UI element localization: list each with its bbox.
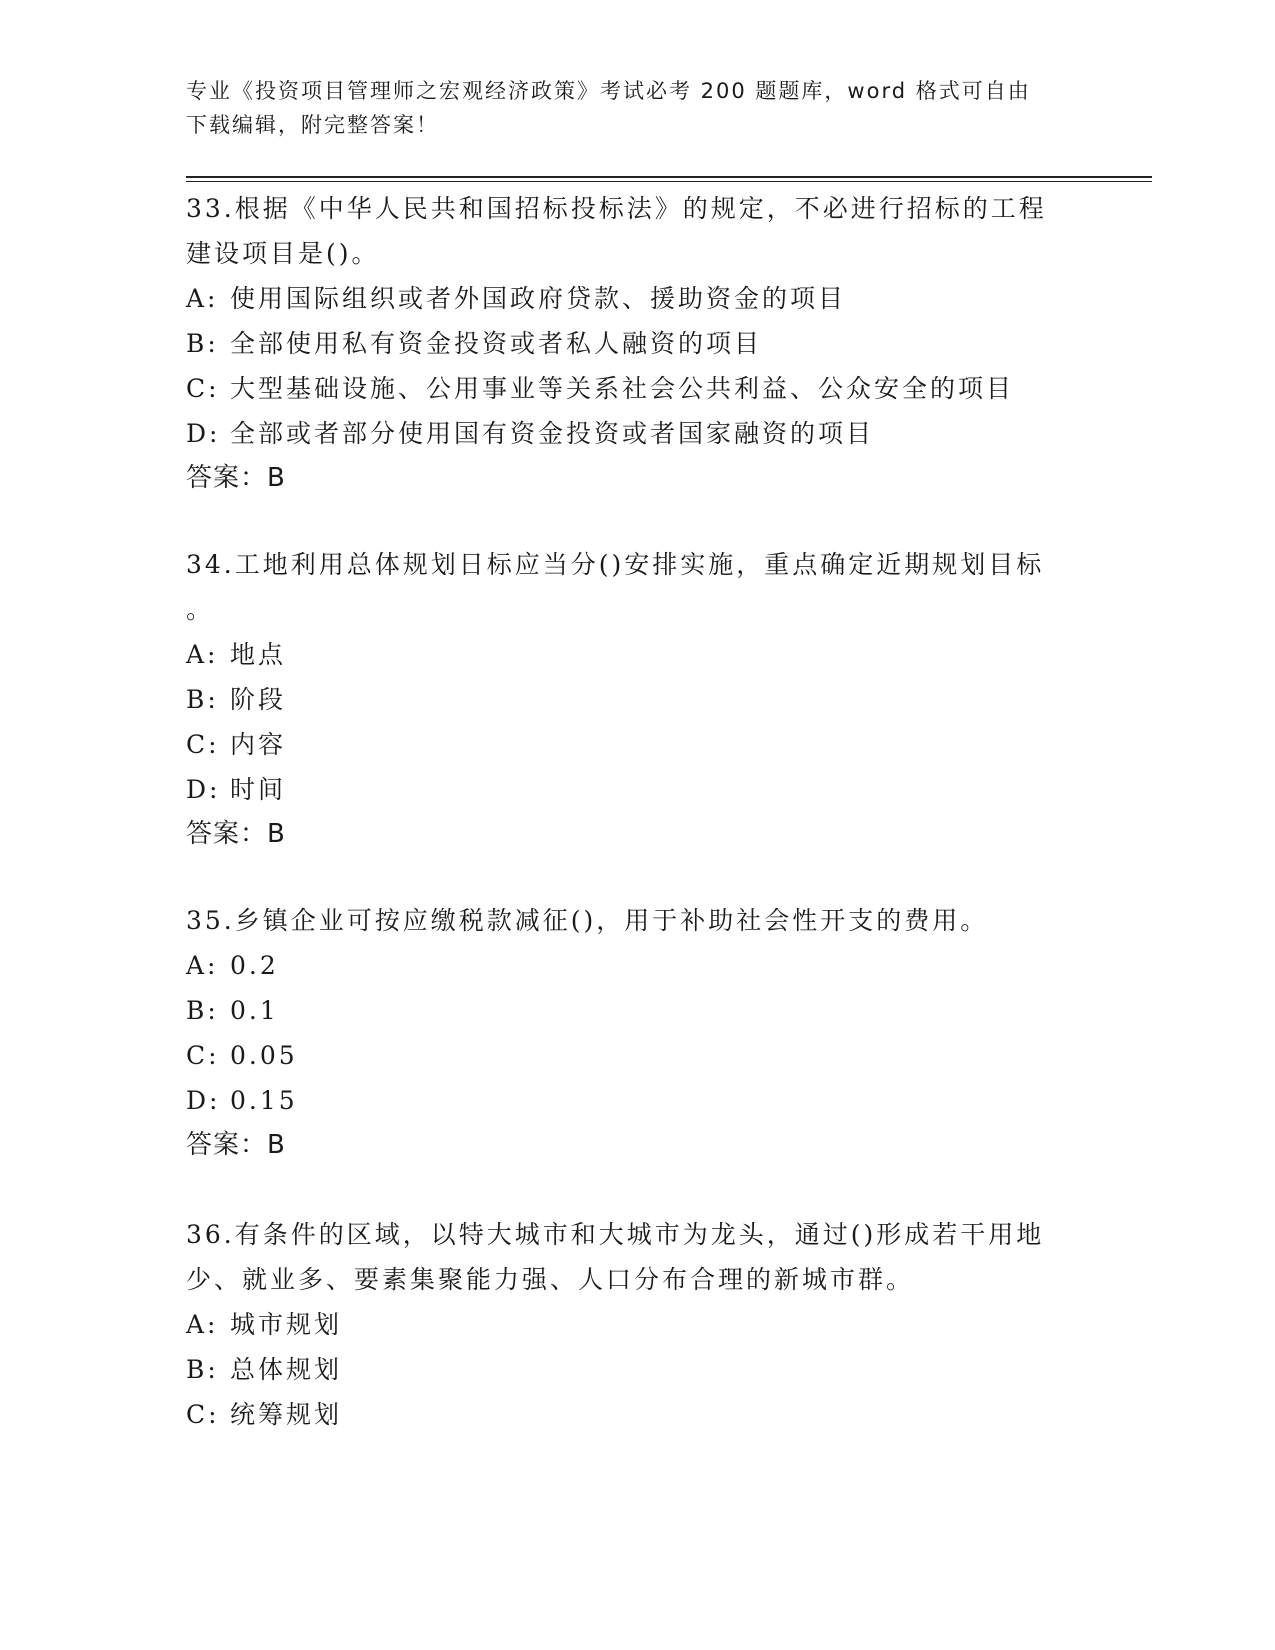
option-key: C: <box>186 1400 220 1429</box>
question-stem: 35.乡镇企业可按应缴税款减征()，用于补助社会性开支的费用。 <box>186 906 989 935</box>
option-text: 全部或者部分使用国有资金投资或者国家融资的项目 <box>230 419 875 448</box>
question-stem-cont: 。 <box>186 595 215 624</box>
option-a <box>186 276 1066 321</box>
option-text: 使用国际组织或者外国政府贷款、援助资金的项目 <box>230 284 847 313</box>
option-key: A: <box>186 284 219 313</box>
option-key: A: <box>186 951 219 980</box>
option-text: 时间 <box>230 775 287 804</box>
option-key: D: <box>186 419 221 448</box>
option-c <box>186 1392 1066 1437</box>
option-a <box>186 943 1066 988</box>
option-a <box>186 632 1066 677</box>
header-line-1: 专业《投资项目管理师之宏观经济政策》考试必考 200 题题库，word 格式可自由 <box>186 79 1031 103</box>
option-key: A: <box>186 640 219 669</box>
option-key: C: <box>186 1041 220 1070</box>
option-b <box>186 677 1066 722</box>
answer: 答案：B <box>186 1130 286 1160</box>
question-stem: 34.工地利用总体规划日标应当分()安排实施，重点确定近期规划目标 <box>186 550 1045 579</box>
option-key: B: <box>186 996 219 1025</box>
option-b <box>186 988 1066 1033</box>
option-d <box>186 767 1066 812</box>
option-text: 0.2 <box>230 951 279 980</box>
option-key: C: <box>186 374 220 403</box>
option-text: 内容 <box>230 730 287 759</box>
option-key: B: <box>186 1355 219 1384</box>
question-34 <box>186 542 1066 857</box>
option-text: 0.1 <box>230 996 279 1025</box>
option-key: B: <box>186 685 219 714</box>
option-c <box>186 1033 1066 1078</box>
option-d <box>186 411 1066 456</box>
answer: 答案：B <box>186 819 286 849</box>
header-divider-thick <box>186 176 1152 178</box>
option-b <box>186 321 1066 366</box>
option-text: 0.05 <box>230 1041 298 1070</box>
option-text: 阶段 <box>230 685 287 714</box>
question-stem-cont: 建设项目是()。 <box>186 239 380 268</box>
option-text: 城市规划 <box>230 1310 343 1339</box>
option-key: C: <box>186 730 220 759</box>
option-key: A: <box>186 1310 219 1339</box>
option-key: D: <box>186 775 221 804</box>
answer: 答案：B <box>186 463 286 493</box>
question-33 <box>186 186 1066 501</box>
question-36 <box>186 1212 1066 1437</box>
document-header <box>186 74 1066 142</box>
header-line-2: 下载编辑，附完整答案！ <box>186 113 439 137</box>
question-stem: 36.有条件的区域，以特大城市和大城市为龙头，通过()形成若干用地 <box>186 1220 1045 1249</box>
question-35 <box>186 898 1066 1168</box>
header-divider-thin <box>186 181 1152 182</box>
option-c <box>186 366 1066 411</box>
question-stem: 33.根据《中华人民共和国招标投标法》的规定，不必进行招标的工程 <box>186 194 1047 223</box>
option-key: D: <box>186 1086 221 1115</box>
option-text: 总体规划 <box>230 1355 343 1384</box>
option-d <box>186 1078 1066 1123</box>
option-text: 统筹规划 <box>230 1400 343 1429</box>
option-c <box>186 722 1066 767</box>
option-key: B: <box>186 329 219 358</box>
option-text: 地点 <box>230 640 287 669</box>
option-b <box>186 1347 1066 1392</box>
question-stem-cont: 少、就业多、要素集聚能力强、人口分布合理的新城市群。 <box>186 1265 915 1294</box>
option-a <box>186 1302 1066 1347</box>
option-text: 0.15 <box>230 1086 298 1115</box>
option-text: 大型基础设施、公用事业等关系社会公共利益、公众安全的项目 <box>230 374 1015 403</box>
option-text: 全部使用私有资金投资或者私人融资的项目 <box>230 329 763 358</box>
